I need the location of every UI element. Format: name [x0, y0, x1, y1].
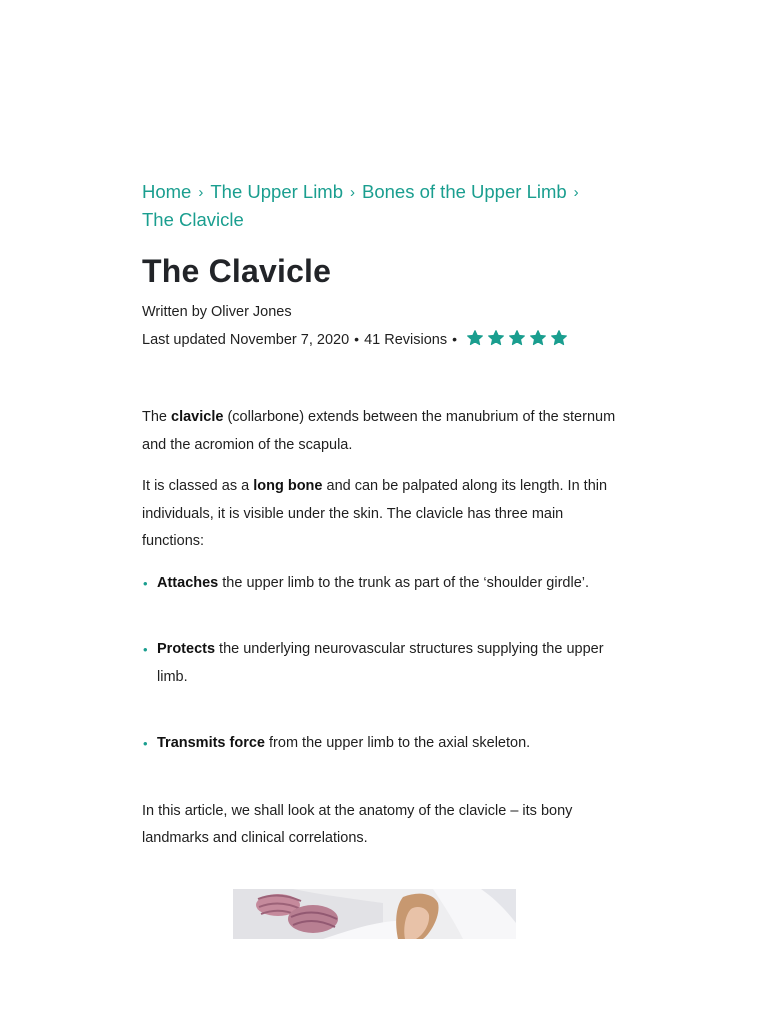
person-lying-illustration: [233, 889, 516, 939]
term-clavicle: clavicle: [171, 409, 224, 425]
intro-paragraph: The clavicle (collarbone) extends between the manubrium of the sternum and the acromion of the scapula.: [142, 409, 616, 453]
chevron-right-icon: ›: [198, 184, 204, 201]
last-updated: Last updated November 7, 2020: [142, 332, 350, 348]
star-icon[interactable]: [550, 329, 568, 347]
list-item: • Attaches the upper limb to the trunk as part of the ‘shoulder girdle’.: [142, 570, 622, 598]
classification-paragraph: It is classed as a long bone and can be palpated along its length. In thin individuals, it is visible under the skin. The clavicle has three main functions:: [142, 478, 608, 549]
bullet-icon: •: [143, 575, 148, 591]
list-item: • Protects the underlying neurovascular structures supplying the upper limb.: [142, 636, 622, 691]
article-image: [233, 889, 516, 939]
separator-dot: •: [452, 331, 457, 347]
update-line: [142, 326, 622, 354]
star-icon[interactable]: [487, 329, 505, 347]
term-long-bone: long bone: [253, 478, 323, 494]
breadcrumb-clavicle[interactable]: The Clavicle: [142, 209, 244, 230]
functions-list: [142, 570, 622, 758]
main-content: [142, 178, 622, 867]
breadcrumb: [142, 178, 622, 233]
article-body: [142, 404, 622, 853]
summary-paragraph: In this article, we shall look at the anatomy of the clavicle – its bony landmarks and clinical correlations.: [142, 802, 573, 846]
author-line: Written by Oliver Jones: [142, 304, 292, 320]
star-icon[interactable]: [508, 329, 526, 347]
separator-dot: •: [354, 331, 360, 347]
bullet-icon: •: [143, 642, 148, 657]
breadcrumb-bones-upper-limb[interactable]: Bones of the Upper Limb: [362, 181, 567, 202]
revisions-link[interactable]: 41 Revisions: [364, 332, 448, 348]
star-icon[interactable]: [466, 329, 484, 347]
chevron-right-icon: ›: [350, 184, 356, 201]
article-meta: [142, 299, 622, 354]
page-title: The Clavicle: [142, 253, 332, 289]
breadcrumb-home[interactable]: Home: [142, 181, 192, 202]
chevron-right-icon: ›: [573, 184, 579, 201]
bullet-icon: •: [143, 736, 148, 751]
list-item: • Transmits force from the upper limb to the axial skeleton.: [142, 730, 622, 758]
star-icon[interactable]: [529, 329, 547, 347]
breadcrumb-upper-limb[interactable]: The Upper Limb: [210, 181, 344, 202]
rating-stars[interactable]: [466, 329, 568, 347]
